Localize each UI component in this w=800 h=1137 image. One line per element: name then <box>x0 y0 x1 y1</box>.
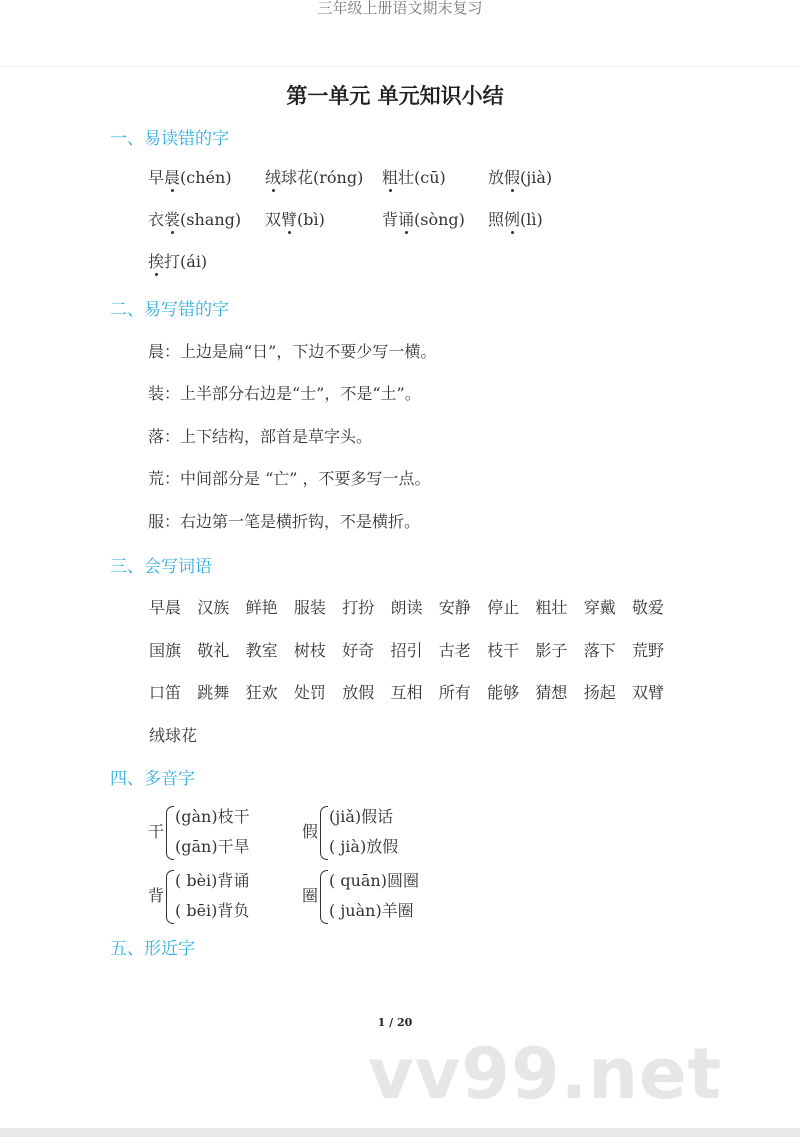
miswrite-item: 落：上下结构，部首是草字头。 <box>148 427 373 446</box>
vocab-word: 扬起 <box>583 683 616 702</box>
watermark: vv99.net <box>368 1033 723 1115</box>
misread-item <box>148 207 241 230</box>
pinyin: (ái) <box>180 252 208 271</box>
vocab-word: 放假 <box>342 683 375 702</box>
misread-item <box>265 207 325 230</box>
vocab-word: 打扮 <box>342 598 375 617</box>
vocab-word: 双臂 <box>632 683 665 702</box>
miswrite-item: 装：上半部分右边是“士”，不是“土”。 <box>148 384 421 403</box>
vocab-word: 跳舞 <box>197 683 230 702</box>
bottom-scroll-edge <box>0 1128 800 1137</box>
emphasized-char: 假 <box>504 168 521 187</box>
vocab-word: 能够 <box>487 683 520 702</box>
emphasized-char: 臂 <box>281 210 298 229</box>
vocab-word: 粗壮 <box>535 598 568 617</box>
vocab-word: 教室 <box>245 640 278 660</box>
vocab-word: 狂欢 <box>245 683 278 702</box>
vocab-word: 服装 <box>293 598 326 617</box>
section-heading-5: 五、形近字 <box>110 939 195 959</box>
vocab-word: 穿戴 <box>583 598 616 617</box>
emphasized-char: 晨 <box>164 168 181 187</box>
word-suffix: 打 <box>164 252 181 271</box>
section-heading-4: 四、多音字 <box>110 769 195 789</box>
polyphone-char: 假 <box>302 822 319 841</box>
vocab-word: 汉族 <box>197 598 230 617</box>
pinyin: (shang) <box>180 210 242 229</box>
word-suffix: 球花 <box>281 168 314 187</box>
header-divider <box>0 66 800 67</box>
page-number: 1 / 20 <box>377 1016 413 1029</box>
word-prefix: 早 <box>148 168 165 187</box>
polyphone-reading: ( juàn)羊圈 <box>329 901 414 920</box>
misread-item <box>488 207 543 230</box>
vocab-word: 互相 <box>390 683 423 702</box>
vocab-word: 处罚 <box>293 683 326 702</box>
miswrite-item: 服：右边第一笔是横折钩，不是横折。 <box>148 512 421 531</box>
section-heading-3: 三、会写词语 <box>110 557 212 577</box>
vocab-word: 敬礼 <box>197 640 230 660</box>
emphasized-char: 例 <box>504 210 521 229</box>
polyphone-reading: (gān)干旱 <box>175 837 250 856</box>
word-prefix: 双 <box>265 210 282 229</box>
pinyin: (lì) <box>520 210 543 229</box>
vocab-word: 停止 <box>487 598 520 617</box>
polyphone-reading: (jiǎ)假话 <box>329 807 394 826</box>
misread-item <box>382 207 465 230</box>
page-title: 第一单元 单元知识小结 <box>286 84 504 108</box>
polyphone-reading: (gàn)枝干 <box>175 807 250 826</box>
emphasized-char: 绒 <box>265 168 282 187</box>
brace-icon <box>320 870 328 924</box>
word-prefix: 背 <box>382 210 399 229</box>
miswrite-item: 晨：上边是扁“日”，下边不要少写一横。 <box>148 342 437 361</box>
vocab-word: 国旗 <box>149 640 182 660</box>
vocab-word: 所有 <box>438 683 471 702</box>
pinyin: (jià) <box>520 168 553 187</box>
vocab-word: 古老 <box>438 640 471 660</box>
polyphone-reading: ( bèi)背诵 <box>175 871 250 890</box>
emphasized-char: 诵 <box>398 210 415 229</box>
polyphone-reading: ( quān)圆圈 <box>329 871 419 890</box>
misread-item <box>265 165 363 188</box>
misread-item <box>148 249 207 272</box>
pinyin: (cū) <box>414 168 446 187</box>
misread-item <box>382 165 446 188</box>
running-header: 三年级上册语文期末复习 <box>317 0 483 17</box>
pinyin: (bì) <box>297 210 325 229</box>
brace-icon <box>320 806 328 860</box>
emphasized-char: 挨 <box>148 252 165 271</box>
brace-icon <box>166 870 174 924</box>
vocab-word: 猜想 <box>535 683 568 702</box>
polyphone-char: 圈 <box>302 886 319 905</box>
section-heading-2: 二、易写错的字 <box>110 300 229 320</box>
vocab-word: 影子 <box>535 640 568 660</box>
word-suffix: 壮 <box>398 168 415 187</box>
word-prefix: 衣 <box>148 210 165 229</box>
vocab-word: 枝干 <box>487 640 520 660</box>
misread-item <box>488 165 552 188</box>
vocab-word: 朗读 <box>390 598 423 617</box>
section-heading-1: 一、易读错的字 <box>110 129 229 149</box>
vocab-word: 招引 <box>390 640 423 660</box>
word-prefix: 照 <box>488 210 505 229</box>
pinyin: (sòng) <box>414 210 465 229</box>
polyphone-reading: ( jià)放假 <box>329 837 399 856</box>
pinyin: (chén) <box>180 168 232 187</box>
vocab-word: 好奇 <box>342 640 375 660</box>
vocab-word: 荒野 <box>632 640 665 660</box>
emphasized-char: 裳 <box>164 210 181 229</box>
brace-icon <box>166 806 174 860</box>
vocab-word: 鲜艳 <box>245 598 278 617</box>
vocab-word: 早晨 <box>149 598 182 617</box>
word-prefix: 放 <box>488 168 505 187</box>
pinyin: (róng) <box>313 168 364 187</box>
vocab-word: 落下 <box>583 640 616 660</box>
vocab-word: 安静 <box>438 598 471 617</box>
vocab-word: 绒球花 <box>149 725 198 745</box>
vocab-word: 树枝 <box>293 640 326 660</box>
vocab-word: 敬爱 <box>632 598 665 617</box>
polyphone-char: 背 <box>148 886 165 905</box>
misread-item <box>148 165 232 188</box>
vocab-word: 口笛 <box>149 683 182 702</box>
polyphone-char: 干 <box>148 822 165 841</box>
polyphone-reading: ( bēi)背负 <box>175 901 250 920</box>
miswrite-item: 荒：中间部分是 “亡” ，不要多写一点。 <box>148 469 431 488</box>
emphasized-char: 粗 <box>382 168 399 187</box>
